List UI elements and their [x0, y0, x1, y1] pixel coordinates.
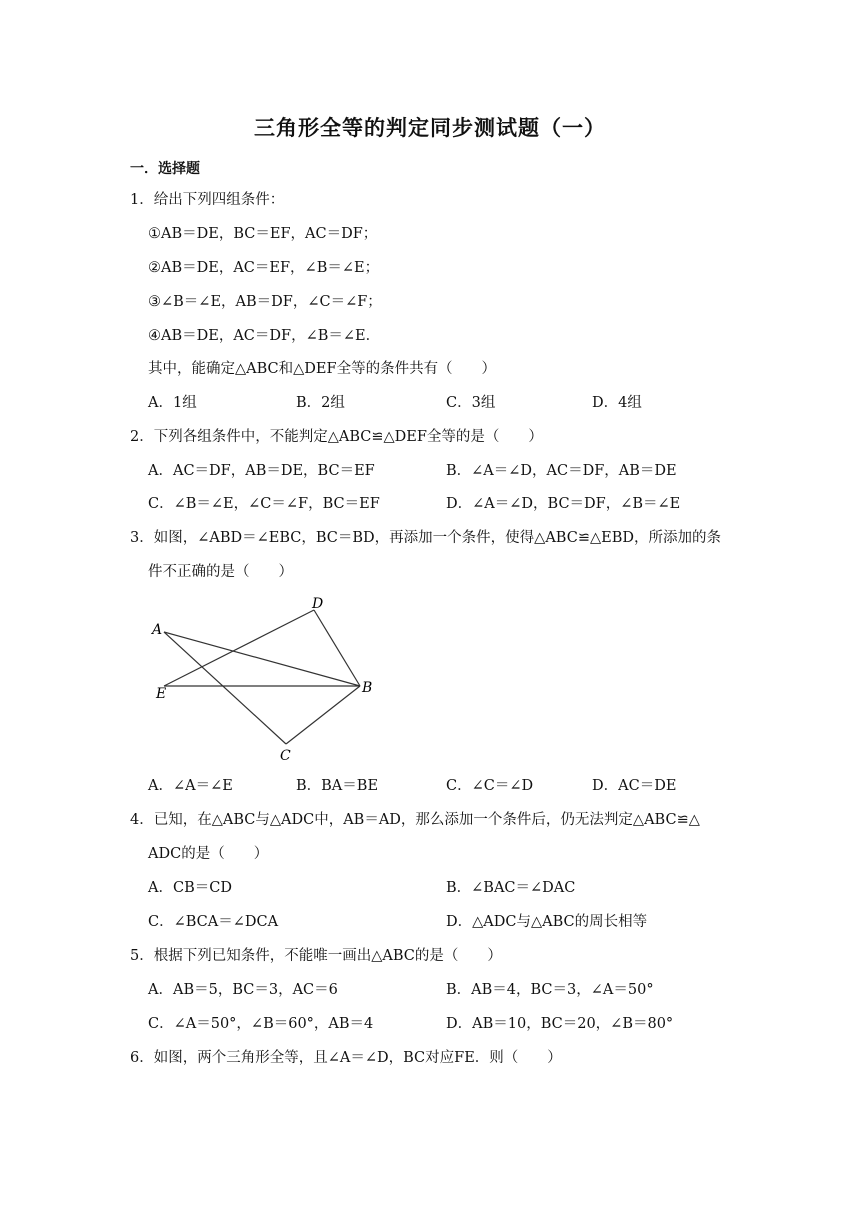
- question-4-stem-line-1: 4．已知，在△ABC与△ADC中，AB＝AD，那么添加一个条件后，仍无法判定△ABC≌△: [130, 812, 700, 828]
- question-5-stem: 5．根据下列已知条件，不能唯一画出△ABC的是（ ）: [130, 948, 502, 964]
- question-1-question: 其中，能确定△ABC和△DEF全等的条件共有（ ）: [148, 361, 497, 377]
- question-4-option-b: B．∠BAC＝∠DAC: [446, 880, 576, 896]
- question-4-option-c: C．∠BCA＝∠DCA: [148, 914, 279, 930]
- point-label-c: C: [280, 748, 291, 764]
- point-label-d: D: [312, 596, 324, 612]
- question-1-condition-1: ①AB＝DE，BC＝EF，AC＝DF；: [148, 226, 378, 242]
- section-heading: 一．选择题: [130, 161, 200, 177]
- segment-ed: [164, 610, 314, 686]
- question-3-option-c: C．∠C＝∠D: [446, 778, 534, 794]
- point-label-b: B: [362, 680, 373, 696]
- question-5-option-a: A．AB＝5，BC＝3，AC＝6: [148, 982, 338, 998]
- question-3-figure: [140, 590, 400, 770]
- question-1-option-d: D．4组: [592, 395, 642, 411]
- point-label-a: A: [152, 622, 163, 638]
- question-3-option-b: B．BA＝BE: [296, 778, 379, 794]
- question-5-option-c: C．∠A＝50°，∠B＝60°，AB＝4: [148, 1016, 374, 1032]
- question-3-stem-line-1: 3．如图，∠ABD＝∠EBC，BC＝BD，再添加一个条件，使得△ABC≌△EBD，所添加的条: [130, 530, 721, 546]
- segment-db: [314, 610, 360, 686]
- question-3-stem-line-2: 件不正确的是（ ）: [148, 564, 293, 580]
- question-1-condition-2: ②AB＝DE，AC＝EF，∠B＝∠E；: [148, 260, 380, 276]
- page-title: 三角形全等的判定同步测试题（一）: [254, 116, 606, 140]
- question-3-option-a: A．∠A＝∠E: [148, 778, 233, 794]
- question-4-option-d: D．△ADC与△ABC的周长相等: [446, 914, 648, 930]
- question-2-option-d: D．∠A＝∠D，BC＝DF，∠B＝∠E: [446, 496, 681, 512]
- question-4-option-a: A．CB＝CD: [148, 880, 232, 896]
- question-3-option-d: D．AC＝DE: [592, 778, 677, 794]
- question-5-option-d: D．AB＝10，BC＝20，∠B＝80°: [446, 1016, 674, 1032]
- question-4-stem-line-2: ADC的是（ ）: [148, 846, 269, 862]
- question-1-condition-4: ④AB＝DE，AC＝DF，∠B＝∠E．: [148, 328, 381, 344]
- point-label-e: E: [156, 686, 167, 702]
- question-6-stem: 6．如图，两个三角形全等，且∠A＝∠D，BC对应FE．则（ ）: [130, 1050, 562, 1066]
- question-2-option-b: B．∠A＝∠D，AC＝DF，AB＝DE: [446, 463, 677, 479]
- question-2-option-a: A．AC＝DF，AB＝DE，BC＝EF: [148, 463, 375, 479]
- question-1-option-c: C．3组: [446, 395, 496, 411]
- question-1-option-a: A．1组: [148, 395, 197, 411]
- question-1-option-b: B．2组: [296, 395, 345, 411]
- question-2-option-c: C．∠B＝∠E，∠C＝∠F，BC＝EF: [148, 496, 380, 512]
- segment-cb: [286, 686, 360, 744]
- question-1-condition-3: ③∠B＝∠E，AB＝DF，∠C＝∠F；: [148, 294, 382, 310]
- question-2-stem: 2．下列各组条件中，不能判定△ABC≌△DEF全等的是（ ）: [130, 429, 543, 445]
- question-1-stem: 1．给出下列四组条件：: [130, 192, 285, 208]
- question-5-option-b: B．AB＝4，BC＝3，∠A＝50°: [446, 982, 654, 998]
